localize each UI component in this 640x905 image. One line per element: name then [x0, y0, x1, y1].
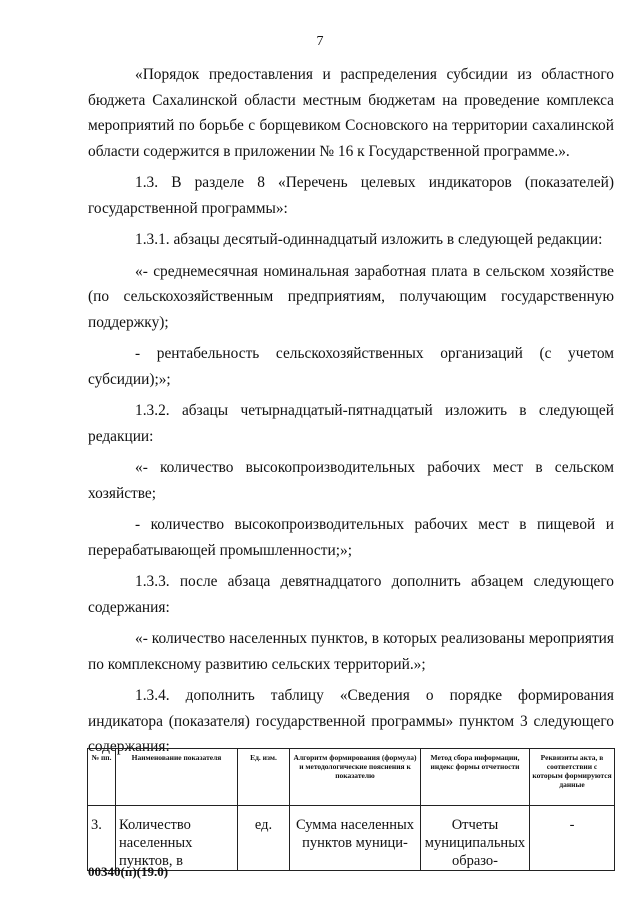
indicator-table: [87, 748, 615, 871]
header-cell-indicator-name: Наименование показателя: [116, 749, 238, 806]
cell-algorithm: Сумма населенных пунктов муници-: [290, 806, 421, 871]
paragraph: - количество высокопроизводительных рабочих мест в пищевой и перерабатывающей промышленности;»;: [88, 516, 614, 559]
page-number: 7: [316, 34, 324, 49]
document-code: 00340(п)(19.0): [88, 864, 169, 879]
paragraph: 1.3.2. абзацы четырнадцатый-пятнадцатый изложить в следующей редакции:: [88, 402, 614, 445]
header-cell-method: Метод сбора информации, индекс формы отчетности: [421, 749, 530, 806]
paragraph: 1.3.3. после абзаца девятнадцатого дополнить абзацем следующего содержания:: [88, 573, 614, 616]
paragraph: - рентабельность сельскохозяйственных организаций (с учетом субсидии);»;: [88, 345, 614, 388]
cell-method: Отчеты муниципальных образо-: [421, 806, 530, 871]
paragraph: «Порядок предоставления и распределения субсидии из областного бюджета Сахалинской области местным бюджетам на проведение комплекса мероприятий по борьбе с борщевиком Сосновского на территории сахалинской области содержится в приложении № 16 к Государственной программе.».: [88, 66, 614, 160]
cell-number: 3.: [88, 806, 116, 871]
paragraph: «- количество населенных пунктов, в которых реализованы мероприятия по комплексному развитию сельских территорий.»;: [88, 630, 614, 673]
header-cell-act-details: Реквизиты акта, в соответствии с которым формируются данные: [530, 749, 615, 806]
paragraph: 1.3. В разделе 8 «Перечень целевых индикаторов (показателей) государственной программы»:: [88, 174, 614, 217]
header-cell-number: № пп.: [88, 749, 116, 806]
header-cell-unit: Ед. изм.: [238, 749, 290, 806]
header-cell-algorithm: Алгоритм формирования (формула) и методологические пояснения к показателю: [290, 749, 421, 806]
cell-indicator-name: Количество населенных пунктов, в: [116, 806, 238, 871]
document-body: [88, 62, 614, 760]
paragraph: 1.3.1. абзацы десятый-одиннадцатый изложить в следующей редакции:: [135, 231, 603, 248]
table-row: [88, 806, 615, 871]
table-header-row: [88, 749, 615, 806]
paragraph: 1.3.4. дополнить таблицу «Сведения о порядке формирования индикатора (показателя) государственной программы» пунктом 3 следующего содержания:: [88, 687, 614, 755]
cell-act-details: -: [530, 806, 615, 871]
cell-unit: ед.: [238, 806, 290, 871]
paragraph: «- количество высокопроизводительных рабочих мест в сельском хозяйстве;: [88, 459, 614, 502]
paragraph: «- среднемесячная номинальная заработная плата в сельском хозяйстве (по сельскохозяйственным предприятиям, получающим государственную поддержку);: [88, 262, 614, 331]
